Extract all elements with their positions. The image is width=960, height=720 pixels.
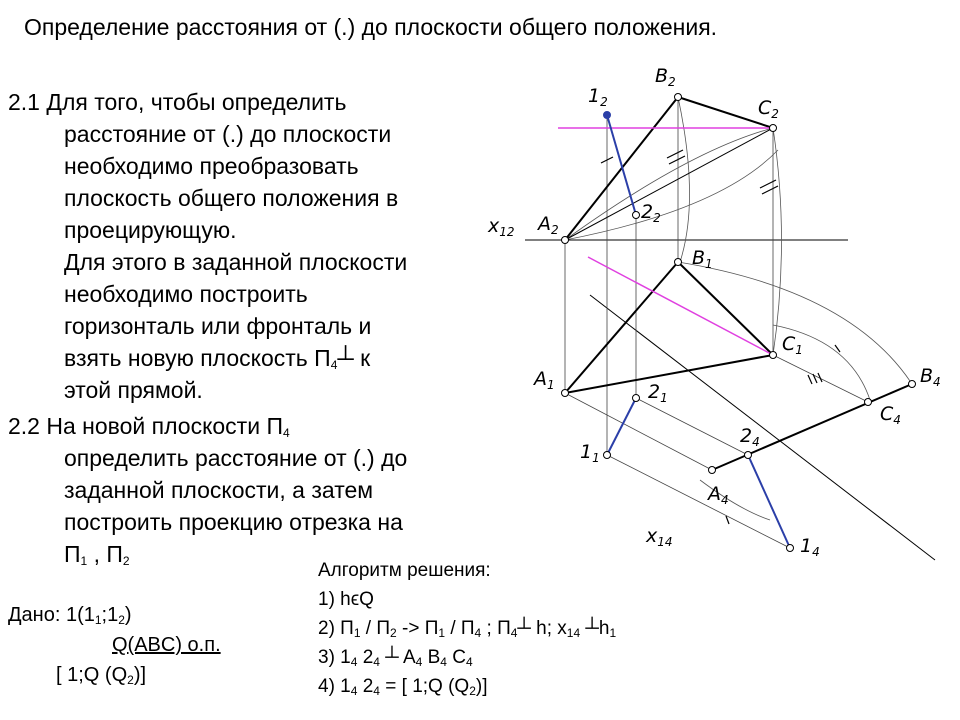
edge-a1b1 bbox=[565, 262, 678, 393]
arc-a2-guide bbox=[565, 150, 778, 240]
segment-12 bbox=[607, 115, 790, 548]
point-a2 bbox=[562, 237, 569, 244]
arc-b bbox=[678, 97, 690, 262]
label-b2: $B_2$ bbox=[655, 65, 676, 89]
section-2-1-line: взять новую плоскость $П_4┴$ к bbox=[64, 345, 371, 372]
tick bbox=[808, 375, 812, 384]
tick bbox=[762, 186, 778, 194]
point-b1 bbox=[675, 259, 682, 266]
algorithm-step-4: 4) $1_4$ $2_4$ = [ 1;Q $(Q_2)$] bbox=[318, 676, 488, 698]
edge-a1c1 bbox=[565, 355, 773, 393]
point-b4 bbox=[909, 381, 916, 388]
segment-12-frontal bbox=[607, 115, 636, 215]
triangle-horizontal bbox=[565, 262, 773, 393]
segment-12-horizontal bbox=[607, 398, 636, 455]
point-c1 bbox=[770, 352, 777, 359]
point-a4 bbox=[709, 467, 716, 474]
label-x12: $x_{12}$ bbox=[488, 215, 515, 239]
section-2-1-line: этой прямой. bbox=[64, 377, 203, 403]
section-2-2-line: 2.2 На новой плоскости $П_4$ bbox=[8, 413, 290, 440]
label-1-1: $1_1$ bbox=[580, 441, 600, 465]
label-b4: $B_4$ bbox=[920, 365, 941, 389]
tick bbox=[667, 150, 683, 158]
section-2-1-line: 2.1 Для того, чтобы определить bbox=[8, 89, 347, 115]
point-1-4 bbox=[787, 545, 794, 552]
section-2-2-line: $П_1$ , $П_2$ bbox=[64, 541, 130, 568]
section-2-2-line: построить проекцию отрезка на bbox=[64, 509, 403, 535]
edge-b1c1 bbox=[678, 262, 773, 355]
given-plane: Q(ABC) о.п. bbox=[112, 634, 221, 656]
point-1-1 bbox=[604, 452, 611, 459]
section-2-1-line: проецирующую. bbox=[64, 217, 237, 243]
label-c2: $C_2$ bbox=[758, 97, 779, 121]
section-2-2-line: определить расстояние от (.) до bbox=[64, 445, 408, 471]
algorithm-heading: Алгоритм решения: bbox=[318, 560, 491, 581]
algorithm-step-2: 2) $П_1 / П_2 -> П_1 / П_4$ ; $П_4┴$ h; $x_{14}$ $┴h_1$ bbox=[318, 618, 617, 640]
link-lines bbox=[565, 97, 868, 548]
point-2-1 bbox=[633, 395, 640, 402]
segment-12-new bbox=[748, 455, 790, 548]
label-2-2: $2_2$ bbox=[641, 201, 661, 225]
label-a1: $A_1$ bbox=[534, 368, 555, 392]
section-2-1-line: необходимо преобразовать bbox=[64, 153, 359, 179]
label-1-2: $1_2$ bbox=[588, 85, 608, 109]
point-c2 bbox=[770, 125, 777, 132]
point-b2 bbox=[675, 94, 682, 101]
horizontal-h1 bbox=[588, 257, 773, 355]
link-14 bbox=[607, 455, 790, 548]
label-a2: $A_2$ bbox=[538, 213, 559, 237]
label-2-1: $2_1$ bbox=[648, 381, 668, 405]
tick bbox=[669, 156, 685, 164]
point-a1 bbox=[562, 390, 569, 397]
tick bbox=[760, 180, 776, 188]
section-2-1-line: необходимо построить bbox=[64, 281, 308, 307]
point-c4 bbox=[865, 399, 872, 406]
arc-c bbox=[773, 128, 782, 355]
label-b1: $B_1$ bbox=[692, 247, 713, 271]
label-c4: $C_4$ bbox=[880, 403, 901, 427]
point-1-2 bbox=[604, 112, 611, 119]
point-2-4 bbox=[745, 452, 752, 459]
point-2-2 bbox=[633, 212, 640, 219]
algorithm-step-1: 1) hϵQ bbox=[318, 589, 374, 610]
section-2-1-line: горизонталь или фронталь и bbox=[64, 313, 372, 339]
given-point: Дано: $1(1_1;1_2)$ bbox=[8, 604, 132, 627]
label-2-4: $2_4$ bbox=[740, 425, 760, 449]
given-distance: [ 1;Q $(Q_2)$] bbox=[56, 664, 147, 687]
edge-a2c2 bbox=[565, 128, 773, 240]
algorithm-step-3: 3) $1_4$ $2_4$ ┴ $A_4$ $B_4$ $C_4$ bbox=[318, 647, 473, 669]
section-2-2-line: заданной плоскости, а затем bbox=[64, 477, 374, 503]
construction-arcs bbox=[565, 97, 912, 520]
section-2-1-line: плоскость общего положения в bbox=[64, 185, 399, 211]
label-c1: $C_1$ bbox=[782, 333, 803, 357]
label-a4: $A_4$ bbox=[708, 483, 729, 507]
section-2-1-line: Для этого в заданной плоскости bbox=[64, 249, 408, 275]
axis-x14 bbox=[590, 295, 935, 560]
label-x14: $x_{14}$ bbox=[646, 525, 673, 549]
label-1-4: $1_4$ bbox=[800, 535, 820, 559]
tick-marks bbox=[601, 150, 840, 524]
link-24 bbox=[636, 398, 748, 455]
page-title: Определение расстояния от (.) до плоскости общего положения. bbox=[24, 14, 718, 40]
section-2-1-line: расстояние от (.) до плоскости bbox=[64, 121, 392, 147]
